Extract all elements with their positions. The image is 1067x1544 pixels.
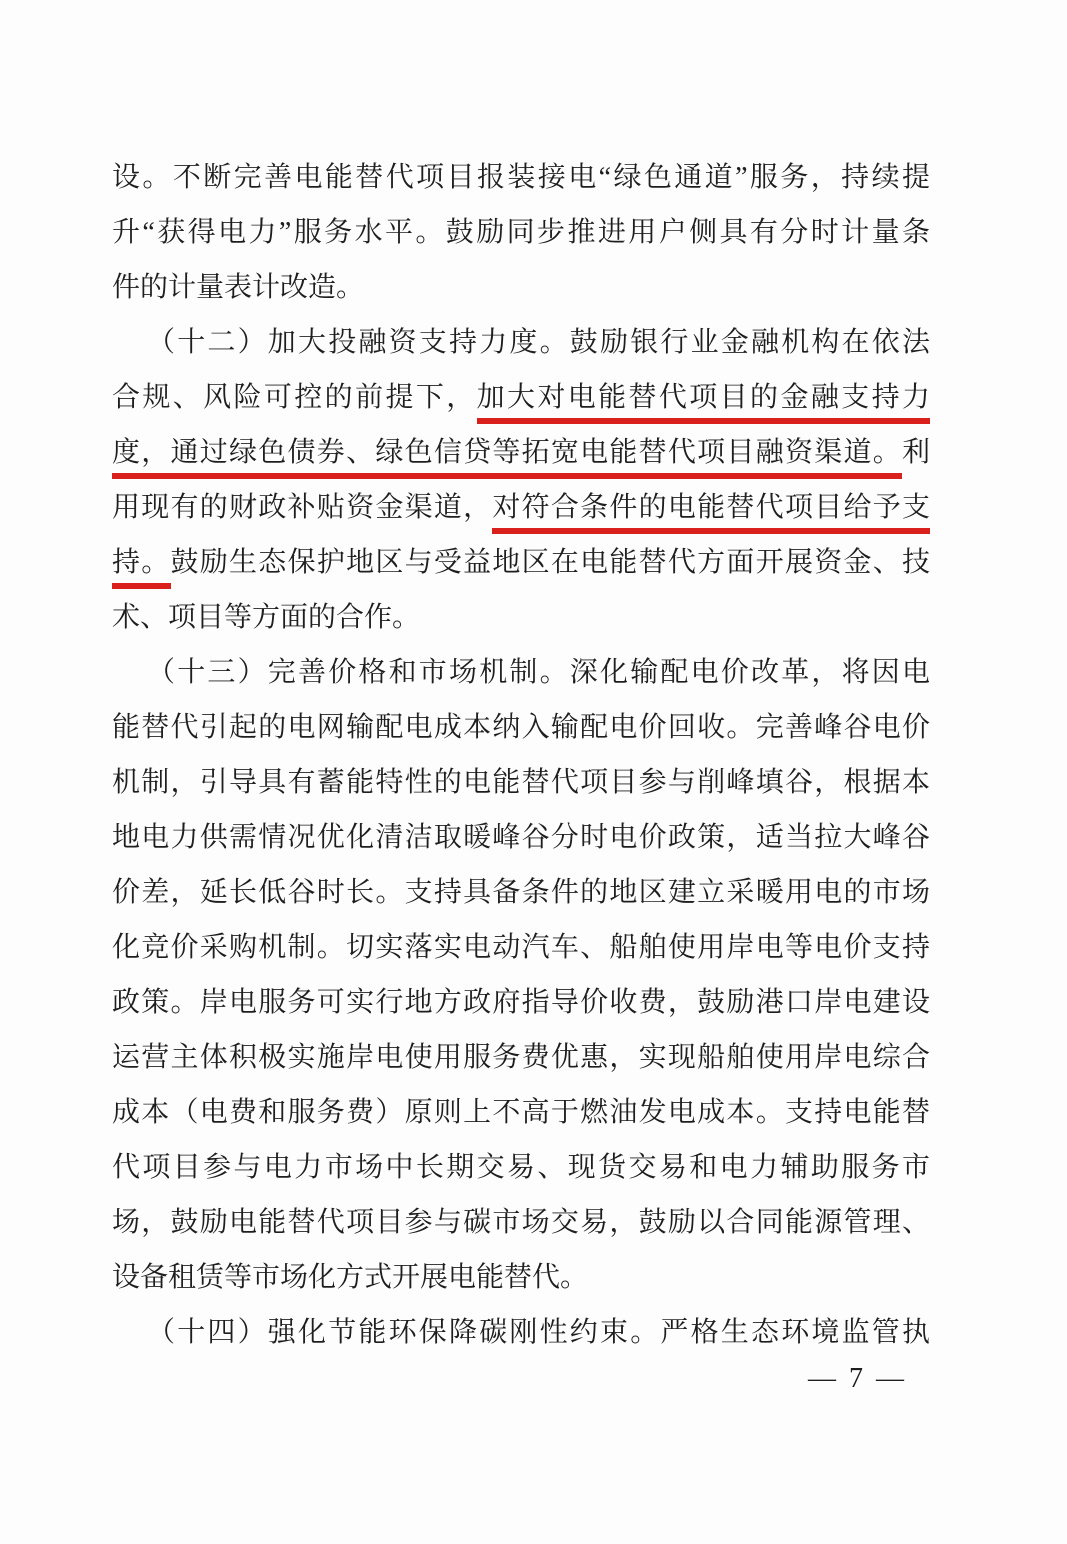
text-segment: 运营主体积极实施岸电使用服务费优惠，实现船舶使用岸电综合 xyxy=(112,1042,930,1073)
text-line xyxy=(112,1030,930,1085)
text-segment: 合规、风险可控的前提下， xyxy=(112,382,477,413)
text-segment: 用现有的财政补贴资金渠道， xyxy=(112,492,493,523)
text-segment: 件的计量表计改造。 xyxy=(112,272,365,303)
text-segment: （十四）强化节能环保降碳刚性约束。严格生态环境监管执 xyxy=(147,1317,930,1348)
text-line xyxy=(112,205,930,260)
text-segment: 成本（电费和服务费）原则上不高于燃油发电成本。支持电能替 xyxy=(112,1097,930,1128)
text-line xyxy=(112,425,930,480)
red-underlined-text: 度，通过绿色债券、绿色信贷等拓宽电能替代项目融资渠道。 xyxy=(112,437,902,479)
text-segment: 政策。岸电服务可实行地方政府指导价收费，鼓励港口岸电建设 xyxy=(112,987,930,1018)
text-line xyxy=(112,810,930,865)
text-line xyxy=(112,700,930,755)
red-underlined-text: 持。 xyxy=(112,547,171,589)
text-line xyxy=(112,755,930,810)
text-segment: （十三）完善价格和市场机制。深化输配电价改革，将因电 xyxy=(147,657,930,688)
text-segment: 鼓励生态保护地区与受益地区在电能替代方面开展资金、技 xyxy=(170,547,930,578)
text-segment: 地电力供需情况优化清洁取暖峰谷分时电价政策，适当拉大峰谷 xyxy=(112,822,930,853)
text-line xyxy=(112,1140,930,1195)
document-body xyxy=(112,150,930,1360)
page-number: — 7 — xyxy=(808,1363,907,1394)
text-line xyxy=(112,920,930,975)
text-line xyxy=(112,1250,930,1305)
text-line xyxy=(112,150,930,205)
text-segment: 场，鼓励电能替代项目参与碳市场交易，鼓励以合同能源管理、 xyxy=(112,1207,930,1238)
text-line xyxy=(112,480,930,535)
text-segment: 升“获得电力”服务水平。鼓励同步推进用户侧具有分时计量条 xyxy=(112,217,930,248)
text-segment: 化竞价采购机制。切实落实电动汽车、船舶使用岸电等电价支持 xyxy=(112,932,930,963)
text-line xyxy=(112,975,930,1030)
red-underlined-text: 加大对电能替代项目的金融支持力 xyxy=(477,382,930,424)
text-line xyxy=(112,590,930,645)
text-line xyxy=(112,370,930,425)
text-line xyxy=(112,260,930,315)
text-segment: 利 xyxy=(901,437,930,468)
text-line xyxy=(112,315,930,370)
text-segment: 设。不断完善电能替代项目报装接电“绿色通道”服务，持续提 xyxy=(112,162,930,193)
text-segment: 术、项目等方面的合作。 xyxy=(112,602,421,633)
text-line xyxy=(112,1085,930,1140)
text-segment: （十二）加大投融资支持力度。鼓励银行业金融机构在依法 xyxy=(147,327,930,358)
text-segment: 设备租赁等市场化方式开展电能替代。 xyxy=(112,1262,589,1293)
text-line xyxy=(112,865,930,920)
text-line xyxy=(112,1305,930,1360)
text-line xyxy=(112,1195,930,1250)
text-segment: 代项目参与电力市场中长期交易、现货交易和电力辅助服务市 xyxy=(112,1152,930,1183)
text-line xyxy=(112,645,930,700)
text-segment: 机制，引导具有蓄能特性的电能替代项目参与削峰填谷，根据本 xyxy=(112,767,930,798)
red-underlined-text: 对符合条件的电能替代项目给予支 xyxy=(492,492,930,534)
text-segment: 价差，延长低谷时长。支持具备条件的地区建立采暖用电的市场 xyxy=(112,877,930,908)
text-segment: 能替代引起的电网输配电成本纳入输配电价回收。完善峰谷电价 xyxy=(112,712,930,743)
text-line xyxy=(112,535,930,590)
